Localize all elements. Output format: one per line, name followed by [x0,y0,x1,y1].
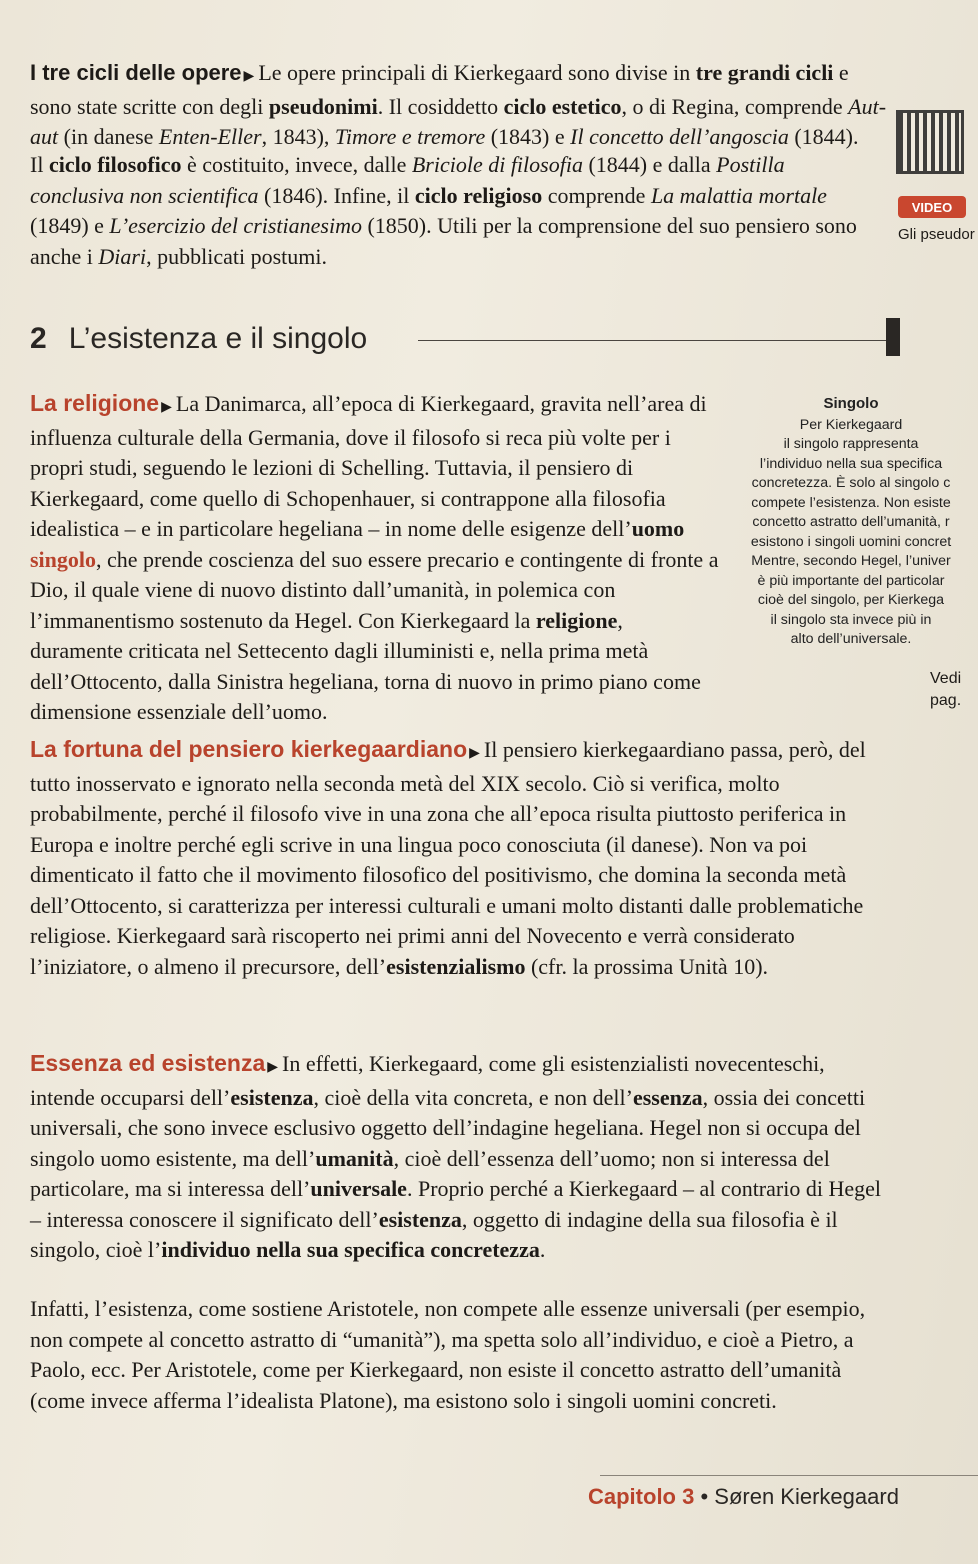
page-footer: Capitolo 3 • Søren Kierkegaard [588,1484,899,1509]
glossary-line: il singolo sta invece più in [770,611,932,628]
triangle-marker-icon: ▶ [267,1059,279,1075]
glossary-line: cioè del singolo, per Kierkega [757,592,945,608]
paragraph-religione: La religione ▶ La Danimarca, all’epoca di Kierkegaard, gravita nell’area di influenza culturale della Germania, dove il filosofo si reca più volte per i propri studi, seguendo le lezioni di Schelling. Tuttavia, il pensiero di Kierkegaard, come quello di Schopenhauer, si contrappone alla filosofia idealistica – e in particolare hegeliana – in nome delle esigenze dell’uomo singolo, che prende coscienza del suo essere precario e contingente di fronte a Dio, il quale viene di nuovo distinto dall’umanità, in polemica con l’immanentismo sostenuto da Hegel. Con Kierkegaard la religione, duramente criticata nel Settecento dagli illuministi e, nella prima metà dell’Ottocento, dalla Sinistra hegeliana, torna di nuovo in primo piano come dimensione essenziale dell’uomo. [30,390,719,724]
video-caption: Gli pseudor [898,226,975,243]
glossary-title: Singolo [823,395,879,412]
glossary-line: il singolo rappresenta [783,436,919,452]
footer-title: Søren Kierkegaard [714,1484,899,1509]
glossary-line: alto dell’universale. [790,631,912,647]
triangle-marker-icon: ▶ [243,68,255,84]
lead-tre-cicli: I tre cicli delle opere [30,60,242,85]
glossary-line: Per Kierkegaard [799,416,903,433]
triangle-marker-icon: ▶ [469,745,480,761]
footer-divider [600,1475,978,1476]
section-bar-marker [886,318,900,356]
paragraph-fortuna: La fortuna del pensiero kierkegaardiano ▶ Il pensiero kierkegaardiano passa, però, del tutto inosservato e ignorato nella seconda metà del XIX secolo. Ciò si verifica, molto probabilmente, perché il filosofo vive in una zona che all’epoca risulta piuttosto periferica in Europa e inoltre perché egli scrive in una lingua poco conosciuta (il danese). Non va poi dimenticato il fatto che il movimento filosofico del positivismo, che domina la seconda metà dell’Ottocento, si caratterizza per interessi culturali e umani molto distanti dalle problematiche religiose. Kierkegaard sarà riscoperto nei primi anni del Novecento e verrà considerato l’iniziatore, o almeno il precursore, dell’esistenzialismo (cfr. la prossima Unità 10). [30,736,866,979]
glossary-line: è più importante del particolar [757,572,945,589]
footer-chapter: Capitolo 3 [588,1484,695,1509]
section-number: 2 [30,322,47,355]
paragraph-cicli-filosofico-religioso: Il ciclo filosofico è costituito, invece, dalle Briciole di filosofia (1844) e dalla Postilla conclusiva non scientifica (1846). Infine, il ciclo religioso comprende La malattia mortale (1849) e L’esercizio del cristianesimo (1850). Utili per la comprensione del suo pensiero sono anche i Diari, pubblicati postumi. [30,152,857,269]
glossary-singolo [724,394,978,650]
glossary-line: concretezza. È solo al singolo c [751,475,951,491]
qr-code-icon[interactable] [896,110,964,186]
lead-essenza: Essenza ed esistenza [30,1050,266,1076]
section-divider [418,340,886,341]
glossary-line: esistono i singoli uomini concret [750,533,952,550]
glossary-line: l’individuo nella sua specifica [759,455,943,472]
lead-fortuna: La fortuna del pensiero kierkegaardiano [30,736,468,762]
lead-religione: La religione [30,390,160,416]
paragraph-tre-cicli: I tre cicli delle opere ▶ Le opere principali di Kierkegaard sono divise in tre grandi cicli e sono state scritte con degli pseudonimi. Il cosiddetto ciclo estetico, o di Regina, comprende Aut-aut (in danese Enten-Eller, 1843), Timore e tremore (1843) e Il concetto dell’angoscia (1844). [30,60,887,149]
paragraph-aristotele: Infatti, l’esistenza, come sostiene Aristotele, non compete alle essenze universali (per esempio, non compete al concetto astratto di “umanità”), ma spetta solo all’individuo, e cioè a Pietro, a Paolo, ecc. Per Aristotele, come per Kierkegaard, non esiste il concetto astratto dell’umanità (come invece afferma l’idealista Platone), ma esistono solo i singoli uomini concreti. [30,1296,866,1413]
cross-reference[interactable]: Vedi pag. [930,670,962,709]
video-badge[interactable]: VIDEO [898,196,966,218]
section-title: L’esistenza e il singolo [68,322,368,355]
paragraph-essenza-esistenza: Essenza ed esistenza ▶ In effetti, Kierkegaard, come gli esistenzialisti novecenteschi, intende occuparsi dell’esistenza, cioè della vita concreta, e non dell’essenza, ossia dei concetti universali, che sono invece esclusivo oggetto dell’indagine hegeliana. Hegel non si occupa del singolo uomo esistente, ma dell’umanità, cioè dell’essenza dell’uomo; non si interessa del particolare, ma si interessa dell’universale. Proprio perché a Kierkegaard – al contrario di Hegel – interessa conoscere il significato dell’esistenza, oggetto di indagine della sua filosofia è il singolo, cioè l’individuo nella sua specifica concretezza. [30,1050,881,1262]
triangle-marker-icon: ▶ [161,399,172,415]
glossary-line: compete l’esistenza. Non esiste [751,494,951,511]
glossary-line: concetto astratto dell’umanità, r [752,514,950,530]
section-heading [30,322,367,356]
glossary-line: Mentre, secondo Hegel, l’univer [751,553,951,569]
